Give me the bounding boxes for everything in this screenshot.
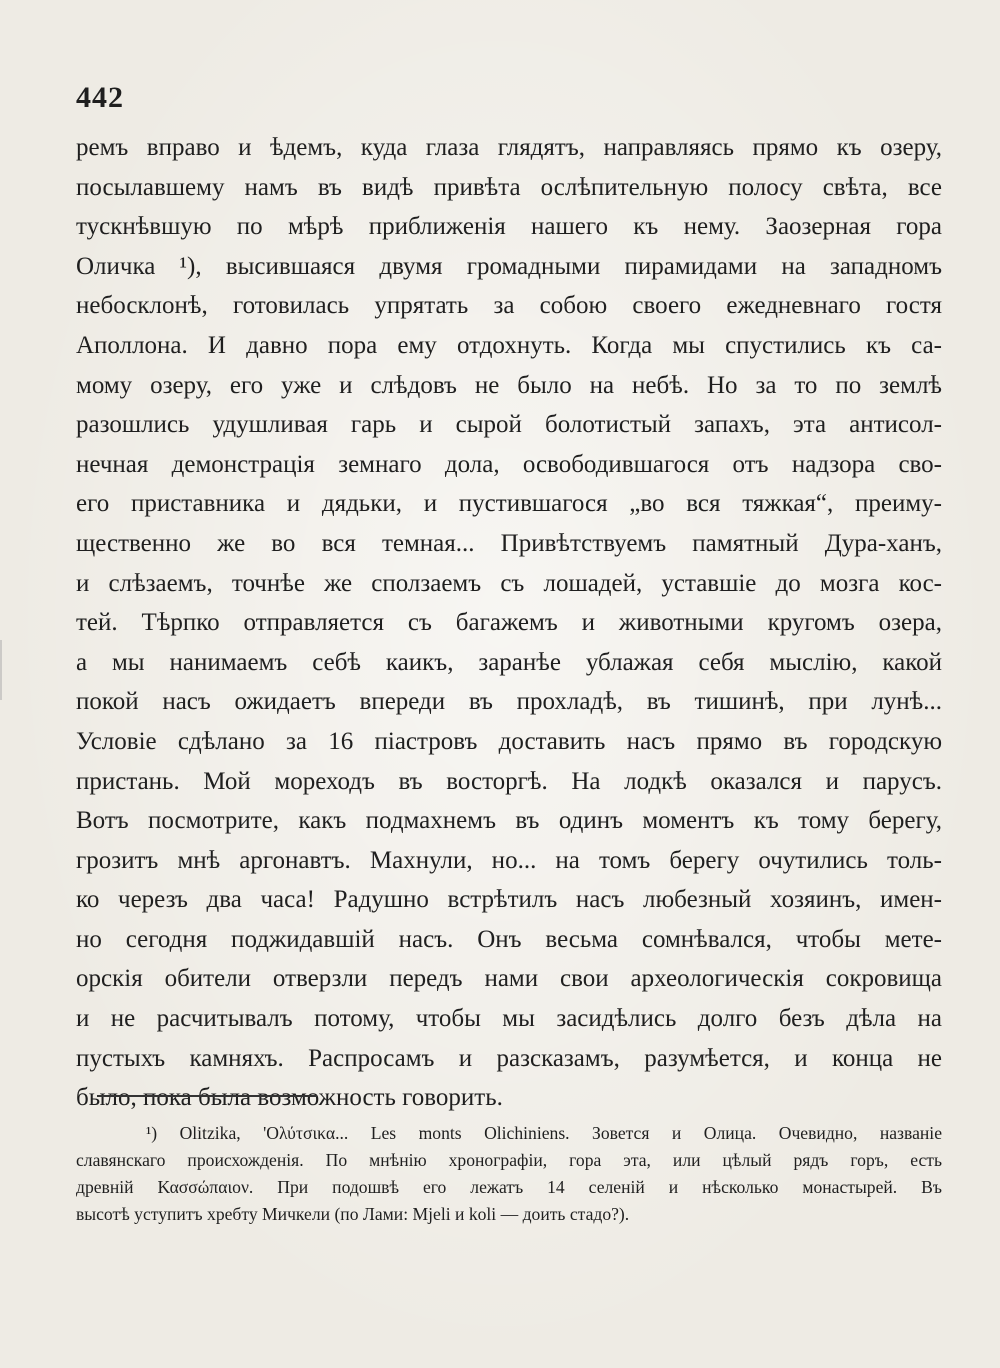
footnote-line: древній Κασσώπαιον. При подошвѣ его лежатъ 14 селеній и нѣсколько монастырей. Въ xyxy=(76,1177,942,1197)
body-line: покой насъ ожидаетъ впереди въ прохладѣ, въ тишинѣ, при лунѣ... xyxy=(76,688,942,716)
body-line: посылавшему намъ въ видѣ привѣта ослѣпительную полосу свѣта, все xyxy=(76,173,942,201)
body-line: Вотъ посмотрите, какъ подмахнемъ въ одинъ моментъ къ тому берегу, xyxy=(76,807,942,835)
body-line: тускнѣвшую по мѣрѣ приближенія нашего къ нему. Заозерная гора xyxy=(76,213,942,241)
body-line: тей. Тѣрпко отправляется съ багажемъ и животными кругомъ озера, xyxy=(76,609,942,637)
body-line: небосклонѣ, готовилась упрятать за собою своего ежедневнаго гостя xyxy=(76,292,942,320)
body-line: грозитъ мнѣ аргонавтъ. Махнули, но... на томъ берегу очутились толь- xyxy=(76,846,942,874)
footnotes xyxy=(76,1120,942,1228)
body-line: нечная демонстрація земнаго дола, освободившагося отъ надзора сво- xyxy=(76,450,942,478)
footnote-divider xyxy=(97,1095,317,1097)
body-line: его приставника и дядьки, и пустившагося „во вся тяжкая“, преиму- xyxy=(76,490,942,518)
body-line: было, пока была возможность говорить. xyxy=(76,1084,503,1112)
body-line: Оличка ¹), высившаяся двумя громадными пирамидами на западномъ xyxy=(76,252,942,280)
body-line: Аполлона. И давно пора ему отдохнуть. Когда мы спустились къ са- xyxy=(76,331,942,359)
body-text xyxy=(76,128,942,1118)
page-edge-mark xyxy=(0,640,2,700)
body-line: но сегодня поджидавшій насъ. Онъ весьма сомнѣвался, чтобы мете- xyxy=(76,925,942,953)
body-line: и не расчитывалъ потому, чтобы мы засидѣлись долго безъ дѣла на xyxy=(76,1005,942,1033)
body-line: орскія обители отверзли передъ нами свои археологическія сокровища xyxy=(76,965,942,993)
body-line: пристань. Мой мореходъ въ восторгѣ. На лодкѣ оказался и парусъ. xyxy=(76,767,942,795)
body-line: мому озеру, его уже и слѣдовъ не было на небѣ. Но за то по землѣ xyxy=(76,371,942,399)
body-line: разошлись удушливая гарь и сырой болотистый запахъ, эта антисол- xyxy=(76,411,942,439)
page-number: 442 xyxy=(76,81,124,114)
footnote-line: ¹) Olitzika, 'Ολύτσικα... Les monts Olichiniens. Зовется и Олица. Очевидно, названіе xyxy=(146,1123,942,1143)
body-line: и слѣзаемъ, точнѣе же сползаемъ съ лошадей, уставшіе до мозга кос- xyxy=(76,569,942,597)
body-line: ремъ вправо и ѣдемъ, куда глаза глядятъ, направляясь прямо къ озеру, xyxy=(76,134,942,161)
body-line: а мы нанимаемъ себѣ каикъ, заранѣе ублажая себя мыслію, какой xyxy=(76,648,942,676)
footnote-line: высотѣ уступитъ хребту Мичкели (по Лами: Mjeli и koli — доить стадо?). xyxy=(76,1204,630,1224)
body-line: щественно же во вся темная... Привѣтствуемъ памятный Дура-ханъ, xyxy=(76,529,942,557)
body-line: Условіе сдѣлано за 16 піастровъ доставить насъ прямо въ городскую xyxy=(76,727,942,755)
footnote-line: славянскаго происхожденія. По мнѣнію хронографіи, гора эта, или цѣлый рядъ горъ, есть xyxy=(76,1150,942,1170)
body-line: пустыхъ камняхъ. Распросамъ и разсказамъ, разумѣется, и конца не xyxy=(76,1044,942,1072)
body-line: ко черезъ два часа! Радушно встрѣтилъ насъ любезный хозяинъ, имен- xyxy=(76,886,942,914)
